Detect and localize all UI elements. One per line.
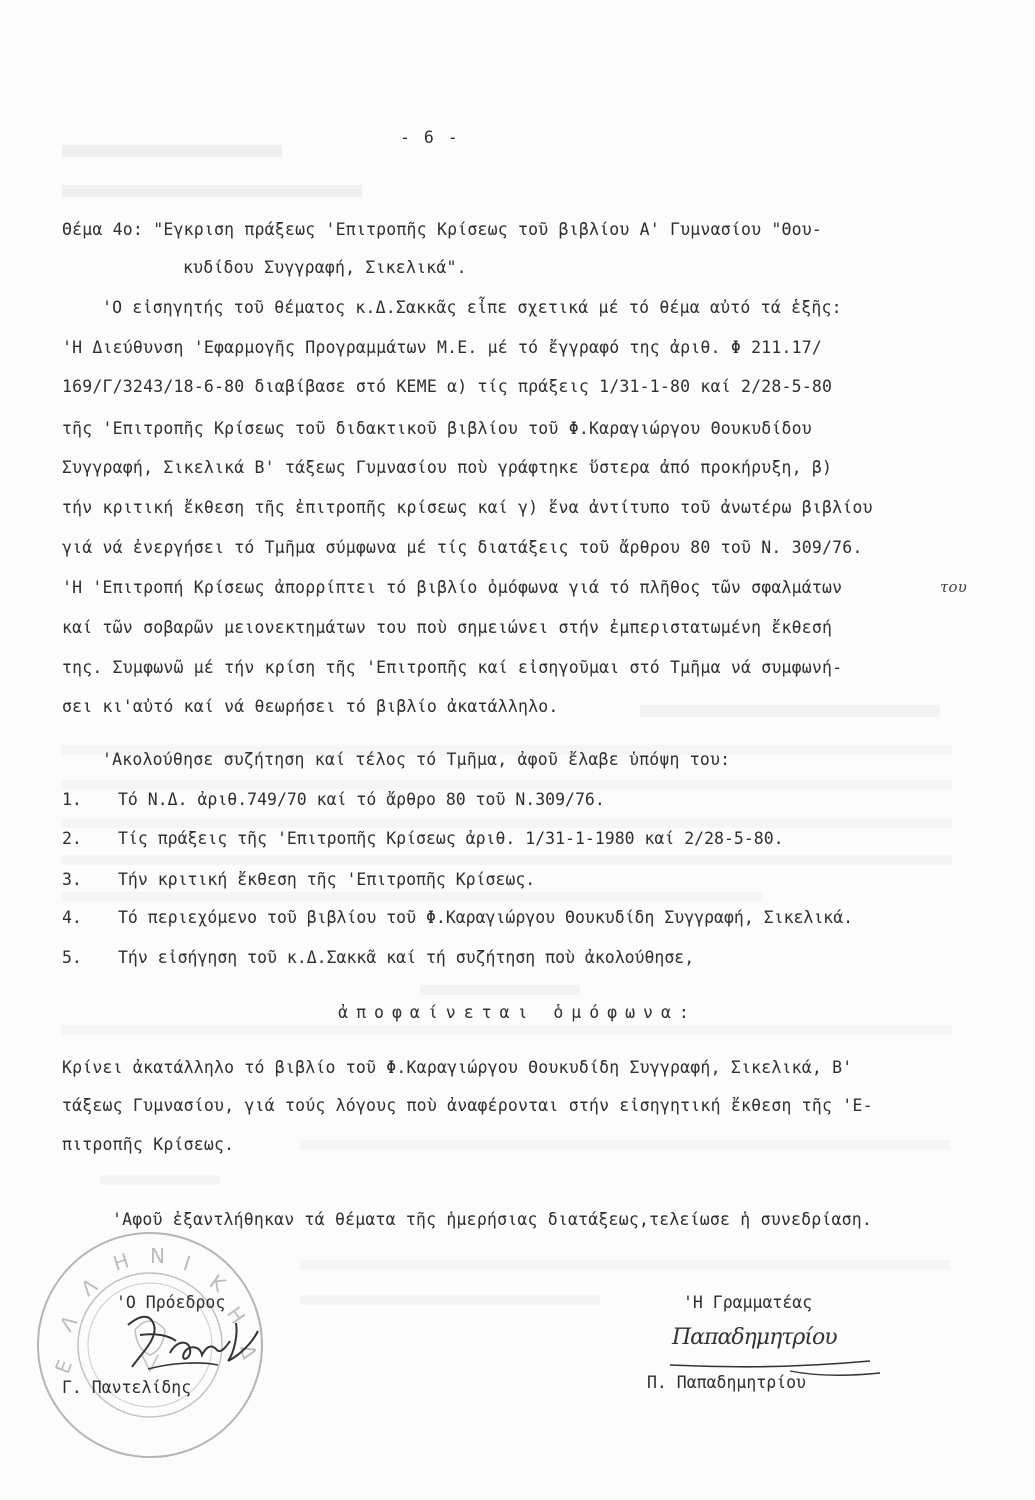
president-name: Γ. Παντελίδης (62, 1378, 192, 1397)
decision-line: τάξεως Γυμνασίου, γιά τούς λόγους ποὺ ἀναφέρονται στήν εἰσηγητική ἔκθεση τῆς 'Ε- (62, 1096, 873, 1115)
body-line: 'Ο εἰσηγητής τοῦ θέματος κ.Δ.Σακκᾶς εἶπε σχετικά μέ τό θέμα αὐτό τά ἑξῆς: (102, 298, 842, 317)
decision-title: ἀποφαίνεται ὁμόφωνα: (338, 1003, 697, 1022)
list-item-number: 5. (62, 948, 82, 967)
svg-text:Ε: Ε (50, 1356, 78, 1377)
decision-line: πιτροπῆς Κρίσεως. (62, 1135, 235, 1154)
svg-text:Λ: Λ (76, 1273, 102, 1301)
body-line: Συγγραφή, Σικελικά Β' τάξεως Γυμνασίου ποὺ γράφτηκε ὕστερα ἀπό προκήρυξη, β) (62, 458, 833, 477)
secretary-title: 'Η Γραμματέας (683, 1293, 813, 1312)
body-line: 'Η Διεύθυνση 'Εφαρμογῆς Προγραμμάτων Μ.Ε. μέ τό ἔγγραφό της ἀριθ. Φ 211.17/ (62, 338, 823, 357)
list-item-number: 2. (62, 829, 82, 848)
svg-text:Λ: Λ (54, 1310, 82, 1336)
closing-line: 'Αφοῦ ἐξαντλήθηκαν τά θέματα τῆς ἡμερήσιας διατάξεως,τελείωσε ἡ συνεδρίαση. (112, 1210, 873, 1229)
decision-line: Κρίνει ἀκατάλληλο τό βιβλίο τοῦ Φ.Καραγιώργου Θουκυδίδη Συγγραφή, Σικελικά, Β' (62, 1058, 853, 1077)
list-item-number: 4. (62, 908, 82, 927)
svg-text:Η: Η (110, 1248, 132, 1276)
body-line: της. Συμφωνῶ μέ τήν κρίση τῆς 'Επιτροπῆς καί εἰσηγοῦμαι στό Τμῆμα νά συμφωνή- (62, 658, 843, 677)
body-line: 'Η 'Επιτροπή Κρίσεως ἀπορρίπτει τό βιβλίο ὁμόφωνα γιά τό πλῆθος τῶν σφαλμάτων (62, 578, 843, 597)
handwritten-margin-note: του (940, 578, 968, 596)
president-signature (110, 1305, 270, 1385)
svg-text:Η: Η (221, 1302, 251, 1329)
subject-line-1: Θέμα 4ο: "Εγκριση πράξεως 'Επιτροπῆς Κρίσεως τοῦ βιβλίου Α' Γυμνασίου "Θου- (62, 220, 823, 239)
list-item: Τήν εἰσήγηση τοῦ κ.Δ.Σακκᾶ καί τή συζήτηση ποὺ ἀκολούθησε, (118, 948, 695, 967)
list-item: Τίς πράξεις τῆς 'Επιτροπῆς Κρίσεως ἀριθ. 1/31-1-1980 καί 2/28-5-80. (118, 829, 784, 848)
body-line: τήν κριτική ἔκθεση τῆς ἐπιτροπῆς κρίσεως καί γ) ἕνα ἀντίτυπο τοῦ ἀνωτέρω βιβλίου (62, 498, 873, 517)
body-line: καί τῶν σοβαρῶν μειονεκτημάτων του ποὺ σημειώνει στήν ἐμπεριστατωμένη ἔκθεσή (62, 618, 833, 637)
list-item: Τό Ν.Δ. ἀριθ.749/70 καί τό ἄρθρο 80 τοῦ Ν.309/76. (118, 790, 605, 809)
body-line: 169/Γ/3243/18-6-80 διαβίβασε στό ΚΕΜΕ α) τίς πράξεις 1/31-1-80 καί 2/28-5-80 (62, 377, 833, 396)
list-item-number: 1. (62, 790, 82, 809)
svg-text:Δ: Δ (235, 1342, 262, 1362)
body-line: σει κι'αὐτό καί νά θεωρήσει τό βιβλίο ἀκατάλληλο. (62, 697, 559, 716)
president-title: 'Ο Πρόεδρος (116, 1293, 226, 1312)
list-item: Τήν κριτική ἔκθεση τῆς 'Επιτροπῆς Κρίσεως. (118, 870, 536, 889)
svg-text:Ι: Ι (180, 1250, 194, 1276)
list-item-number: 3. (62, 870, 82, 889)
svg-text:Κ: Κ (205, 1269, 230, 1297)
subject-line-2: κυδίδου Συγγραφή, Σικελικά". (183, 258, 467, 277)
body-line: τῆς 'Επιτροπῆς Κρίσεως τοῦ διδακτικοῦ βιβλίου τοῦ Φ.Καραγιώργου Θουκυδίδου (62, 419, 812, 438)
secretary-name: Π. Παπαδημητρίου (647, 1373, 806, 1392)
body-line: γιά νά ἐνεργήσει τό Τμῆμα σύμφωνα μέ τίς διατάξεις τοῦ ἄρθρου 80 τοῦ Ν. 309/76. (62, 538, 863, 557)
list-item: Τό περιεχόμενο τοῦ βιβλίου τοῦ Φ.Καραγιώργου Θουκυδίδη Συγγραφή, Σικελικά. (118, 908, 854, 927)
secretary-signature: Παπαδημητρίου (672, 1325, 837, 1350)
page-number: - 6 - (400, 128, 460, 147)
svg-text:Ν: Ν (150, 1244, 165, 1268)
discussion-line: 'Ακολούθησε συζήτηση καί τέλος τό Τμῆμα, ἀφοῦ ἔλαβε ὑπόψη του: (102, 750, 731, 769)
